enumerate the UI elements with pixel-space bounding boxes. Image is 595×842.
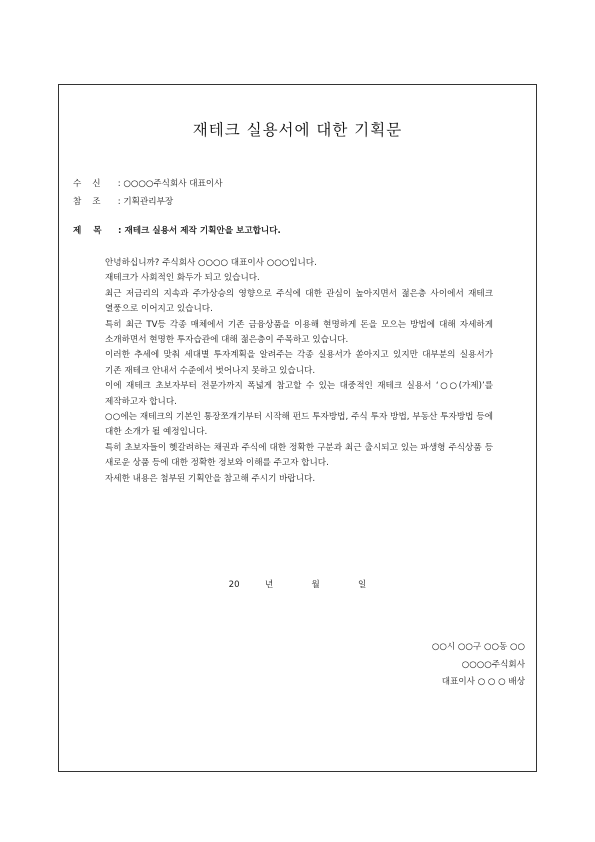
reference-value: 기획관리부장 <box>123 197 174 207</box>
sender-company: ○○○○주식회사 <box>461 660 525 670</box>
body-paragraph: ○○에는 재테크의 기본인 통장쪼개기부터 시작해 펀드 투자방법, 주식 투자 방법, 부동산 투자방법 등에 대한 소개가 될 예정입니다. <box>105 412 493 438</box>
sender-address: ○○시 ○○구 ○○동 ○○ <box>431 642 525 652</box>
document-date: 20 년 월 일 <box>228 580 367 590</box>
body-paragraph: 재테크가 사회적인 화두가 되고 있습니다. <box>105 273 260 284</box>
body-paragraph: 이러한 추세에 맞춰 세대별 투자계획을 알려주는 각종 실용서가 쏟아지고 있지만 대부분의 실용서가 기존 재테크 안내서 수준에서 벗어나지 못하고 있습니다. <box>105 350 493 376</box>
document-title: 재테크 실용서에 대한 기획문 <box>192 121 403 139</box>
body-paragraph: 안녕하십니까? 주식회사 ○○○○ 대표이사 ○○○입니다. <box>105 258 317 268</box>
recipient-label: 수 신 <box>73 179 101 189</box>
body-paragraph: 특히 최근 TV등 각종 매체에서 기존 금융상품을 이용해 현명하게 돈을 모으는 방법에 대해 자세하게 소개하면서 현명한 투자습관에 대해 젊은층이 주목하고 있습니다. <box>105 319 493 346</box>
recipient-separator: : <box>117 179 121 189</box>
subject-label: 제 목 <box>73 226 102 236</box>
reference-line <box>73 195 173 207</box>
body-paragraph: 특히 초보자들이 헷갈려하는 채권과 주식에 대한 정확한 구분과 최근 출시되고 있는 파생형 주식상품 등 새로운 상품 등에 대한 정확한 정보와 이해를 주고자 합니다. <box>105 442 493 469</box>
document-body <box>105 256 493 487</box>
recipient-value: ○○○○주식회사 대표이사 <box>123 179 223 189</box>
body-paragraph: 자세한 내용은 첨부된 기획안을 참고해 주시기 바랍니다. <box>105 473 316 484</box>
body-paragraph: 이에 재테크 초보자부터 전문가까지 폭넓게 참고할 수 있는 대중적인 재테크 실용서 ‘○○(가제)’를 제작하고자 합니다. <box>105 381 493 407</box>
subject-line <box>73 224 281 236</box>
reference-label: 참 조 <box>73 197 101 207</box>
reference-separator: : <box>117 197 121 207</box>
recipient-line <box>73 177 223 189</box>
subject-separator: : <box>118 226 122 236</box>
body-paragraph: 최근 저금리의 지속과 주가상승의 영향으로 주식에 대한 관심이 높아지면서 젊은층 사이에서 재테크 열풍으로 이어지고 있습니다. <box>105 288 493 315</box>
subject-value: 재테크 실용서 제작 기획안을 보고합니다. <box>124 226 281 236</box>
sender-signature: 대표이사 ○ ○ ○ 배상 <box>441 677 525 687</box>
